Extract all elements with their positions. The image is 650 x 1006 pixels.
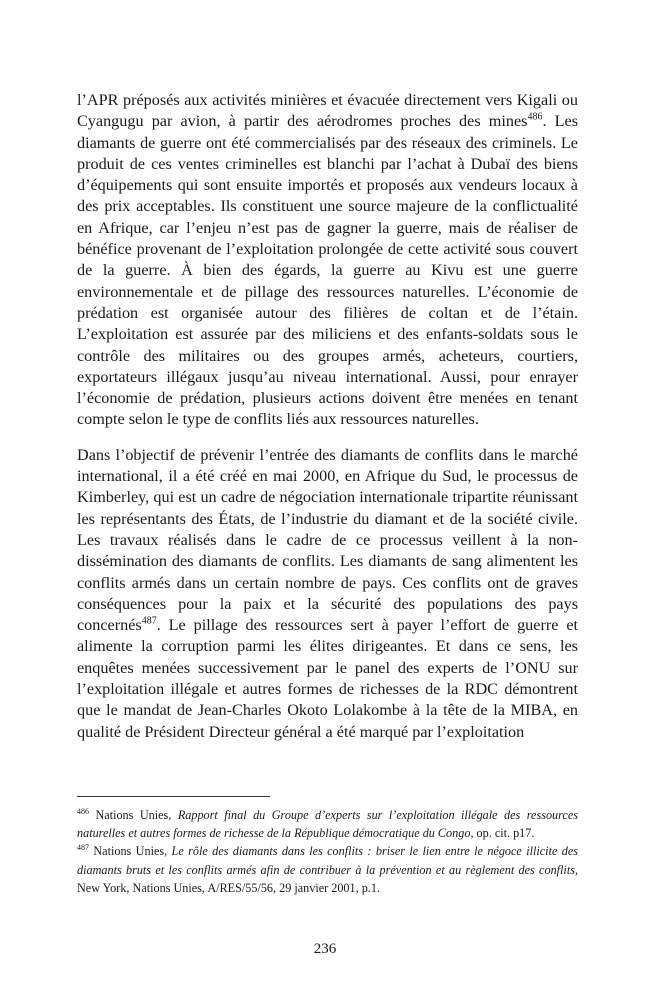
footnotes	[77, 806, 578, 897]
footnote-number: 486	[77, 806, 89, 816]
body-text	[77, 90, 578, 743]
footnote-title: Rapport final du Groupe d’experts sur l’exploitation illégale des ressources naturelles et autres formes de richesse de la République démocratique du Congo	[77, 808, 578, 841]
footnote-487	[77, 842, 578, 897]
footnote-author: Nations Unies,	[89, 808, 178, 822]
footnote-divider	[77, 796, 270, 797]
paragraph-2-text-a: Dans l’objectif de prévenir l’entrée des diamants de conflits dans le marché international, il a été créé en mai 2000, en Afrique du Sud, le processus de Kimberley, qui est un cadre de négociation internationale tripartite réunissant les représentants des États, de l’industrie du diamant et de la société civile. Les travaux réalisés dans le cadre de ce processus veillent à la non-dissémination des diamants de conflits. Les diamants de sang alimentent les conflits armés dans un certain nombre de pays. Ces conflits ont de graves conséquences pour la paix et la sécurité des populations des pays concernés	[77, 445, 578, 635]
footnote-ref-487[interactable]: 487	[141, 615, 157, 627]
paragraph-1-text-a: l’APR préposés aux activités minières et évacuée directement vers Kigali ou Cyangugu par avion, à partir des aérodromes proches des mines	[77, 91, 578, 131]
footnote-citation: , op. cit. p17.	[470, 826, 535, 841]
footnote-486	[77, 806, 578, 842]
footnote-title: Le rôle des diamants dans les conflits : briser le lien entre le négoce illicite des diamants bruts et les conflits armés afin de contribuer à la prévention et au règlement des conflits	[77, 844, 578, 877]
footnote-citation: , New York, Nations Unies, A/RES/55/56, 29 janvier 2001, p.1.	[77, 862, 578, 895]
paragraph-2	[77, 445, 578, 743]
footnote-author: Nations Unies,	[89, 844, 172, 859]
footnote-number: 487	[77, 843, 89, 853]
paragraph-2-text-b: . Le pillage des ressources sert à payer l’effort de guerre et alimente la corruption parmi les élites dirigeantes. Et dans ce sens, les enquêtes menées successivement par le panel des experts de l’ONU sur l’exploitation illégale et autres formes de richesses de la RDC démontrent que le mandat de Jean-Charles Okoto Lolakombe à la tête de la MIBA, en qualité de Président Directeur général a été marqué par l’exploitation	[77, 616, 578, 741]
paragraph-1	[77, 90, 578, 431]
footnote-ref-486[interactable]: 486	[527, 111, 543, 123]
page-number: 236	[313, 941, 337, 957]
paragraph-1-text-b: . Les diamants de guerre ont été commercialisés par des réseaux des criminels. Le produit de ces ventes criminelles est blanchi par l’achat à Dubaï des biens d’équipements qui sont ensuite importés et proposés aux vendeurs locaux à des prix acceptables. Ils constituent une source majeure de la conflictualité en Afrique, car l’enjeu n’est pas de gagner la guerre, mais de réaliser de bénéfice provenant de l’exploitation prolongée de cette activité sous couvert de la guerre. À bien des égards, la guerre au Kivu est une guerre environnementale et de pillage des ressources naturelles. L’économie de prédation est organisée autour des filières de coltan et de l’étain. L’exploitation est assurée par des miliciens et des enfants-soldats sous le contrôle des militaires ou des groupes armés, acheteurs, courtiers, exportateurs illégaux jusqu’au niveau international. Aussi, pour enrayer l’économie de prédation, plusieurs actions doivent être menées en tenant compte selon le type de conflits liés aux ressources naturelles.	[77, 112, 579, 429]
